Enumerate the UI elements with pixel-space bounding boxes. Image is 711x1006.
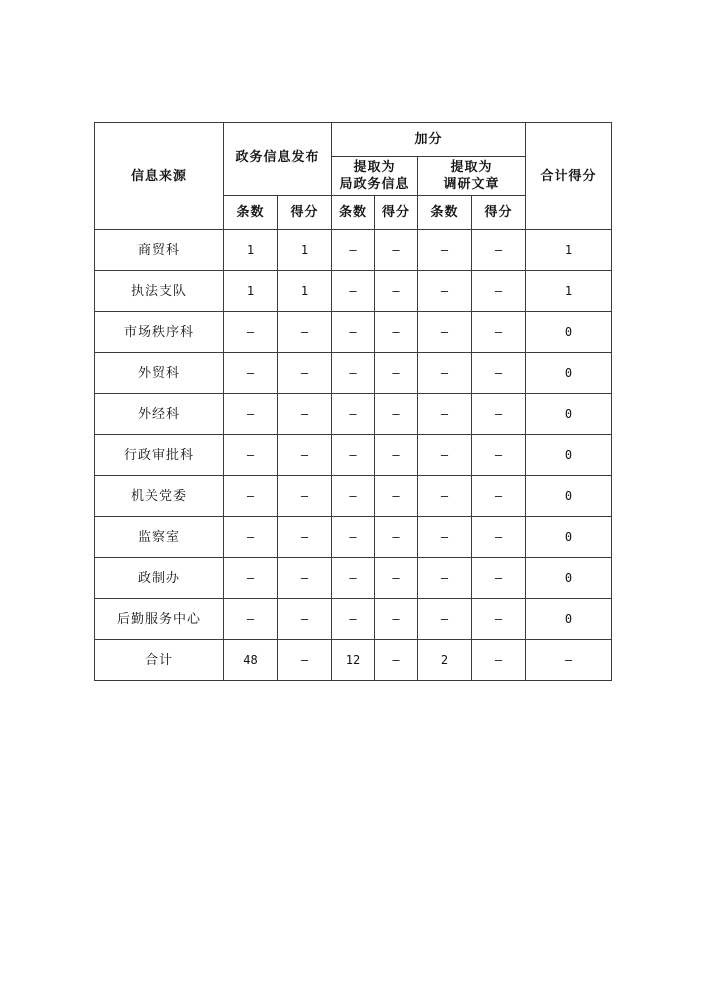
table-cell: – — [418, 271, 472, 312]
row-label: 行政审批科 — [95, 435, 224, 476]
table-cell: – — [224, 435, 278, 476]
table-row — [95, 640, 612, 681]
table-cell: 1 — [224, 230, 278, 271]
table-cell: – — [375, 435, 418, 476]
table-cell: – — [472, 230, 526, 271]
table-cell: – — [472, 435, 526, 476]
table-cell: 1 — [526, 271, 612, 312]
table-cell: – — [375, 599, 418, 640]
table-cell: – — [472, 312, 526, 353]
table-cell: – — [418, 353, 472, 394]
table-cell: – — [278, 599, 332, 640]
table-cell: – — [418, 517, 472, 558]
table-cell: 0 — [526, 435, 612, 476]
table-cell: – — [472, 558, 526, 599]
row-label: 后勤服务中心 — [95, 599, 224, 640]
table-cell: – — [278, 353, 332, 394]
table-cell: – — [375, 230, 418, 271]
table-cell: – — [418, 230, 472, 271]
row-label: 政制办 — [95, 558, 224, 599]
table-cell: – — [332, 353, 375, 394]
table-cell: – — [332, 312, 375, 353]
table-cell: 1 — [278, 271, 332, 312]
table-cell: – — [224, 394, 278, 435]
header-bonus-bureau — [332, 157, 418, 196]
table-cell: – — [418, 435, 472, 476]
header-source: 信息来源 — [95, 123, 224, 230]
table-cell: – — [332, 394, 375, 435]
header-count: 条数 — [224, 196, 278, 230]
row-label: 执法支队 — [95, 271, 224, 312]
header-total-score: 合计得分 — [526, 123, 612, 230]
table-cell: 0 — [526, 476, 612, 517]
table-row — [95, 312, 612, 353]
table-cell: – — [224, 476, 278, 517]
table-cell: – — [472, 599, 526, 640]
table-cell: – — [332, 230, 375, 271]
table-cell: – — [472, 640, 526, 681]
table-cell: – — [418, 599, 472, 640]
table-row — [95, 599, 612, 640]
table-row — [95, 271, 612, 312]
table-cell: – — [278, 640, 332, 681]
table-cell: – — [278, 558, 332, 599]
table-cell: – — [224, 312, 278, 353]
score-table — [94, 122, 612, 681]
table-cell: 0 — [526, 517, 612, 558]
table-cell: 0 — [526, 394, 612, 435]
header-bonus-bureau-line1: 提取为 — [353, 160, 396, 175]
table-cell: – — [332, 271, 375, 312]
table-cell: – — [332, 476, 375, 517]
table-cell: – — [418, 394, 472, 435]
header-publish: 政务信息发布 — [224, 123, 332, 196]
table-cell: – — [472, 517, 526, 558]
table-cell: – — [224, 353, 278, 394]
header-bonus: 加分 — [332, 123, 526, 157]
table-cell: – — [472, 394, 526, 435]
row-label: 监察室 — [95, 517, 224, 558]
table-cell: 2 — [418, 640, 472, 681]
table-cell: 1 — [526, 230, 612, 271]
header-score: 得分 — [375, 196, 418, 230]
header-row-1 — [95, 123, 612, 157]
table-cell: – — [375, 271, 418, 312]
table-cell: 0 — [526, 312, 612, 353]
table-row — [95, 230, 612, 271]
table-cell: – — [332, 558, 375, 599]
table-body — [95, 230, 612, 681]
row-label: 合计 — [95, 640, 224, 681]
table-row — [95, 435, 612, 476]
table-cell: – — [375, 353, 418, 394]
table-cell: – — [375, 640, 418, 681]
header-bonus-research-line2: 调研文章 — [443, 177, 500, 192]
table-cell: – — [526, 640, 612, 681]
table-cell: – — [278, 435, 332, 476]
table-cell: 48 — [224, 640, 278, 681]
header-count: 条数 — [332, 196, 375, 230]
table-cell: – — [472, 476, 526, 517]
table-cell: 0 — [526, 558, 612, 599]
header-bonus-bureau-line2: 局政务信息 — [339, 177, 410, 192]
row-label: 市场秩序科 — [95, 312, 224, 353]
row-label: 商贸科 — [95, 230, 224, 271]
row-label: 机关党委 — [95, 476, 224, 517]
table-cell: 0 — [526, 353, 612, 394]
table-row — [95, 517, 612, 558]
table-row — [95, 394, 612, 435]
table-cell: – — [375, 476, 418, 517]
table-cell: – — [418, 558, 472, 599]
table-cell: – — [472, 353, 526, 394]
table-cell: – — [224, 558, 278, 599]
header-count: 条数 — [418, 196, 472, 230]
header-score: 得分 — [472, 196, 526, 230]
table-cell: 1 — [278, 230, 332, 271]
table-row — [95, 476, 612, 517]
table-cell: 12 — [332, 640, 375, 681]
row-label: 外经科 — [95, 394, 224, 435]
table-cell: 1 — [224, 271, 278, 312]
header-score: 得分 — [278, 196, 332, 230]
table-cell: – — [418, 312, 472, 353]
table-cell: – — [472, 271, 526, 312]
table-cell: – — [375, 558, 418, 599]
table-cell: – — [224, 599, 278, 640]
table-cell: – — [224, 517, 278, 558]
header-bonus-research — [418, 157, 526, 196]
table-row — [95, 353, 612, 394]
table-cell: – — [332, 517, 375, 558]
table-cell: – — [418, 476, 472, 517]
table-cell: – — [278, 394, 332, 435]
table-cell: – — [332, 599, 375, 640]
table-cell: – — [375, 517, 418, 558]
table-cell: – — [375, 394, 418, 435]
table-cell: – — [375, 312, 418, 353]
table-cell: – — [278, 476, 332, 517]
table-cell: – — [332, 435, 375, 476]
table-cell: 0 — [526, 599, 612, 640]
header-bonus-research-line1: 提取为 — [450, 160, 493, 175]
table-cell: – — [278, 517, 332, 558]
table-row — [95, 558, 612, 599]
table-cell: – — [278, 312, 332, 353]
row-label: 外贸科 — [95, 353, 224, 394]
